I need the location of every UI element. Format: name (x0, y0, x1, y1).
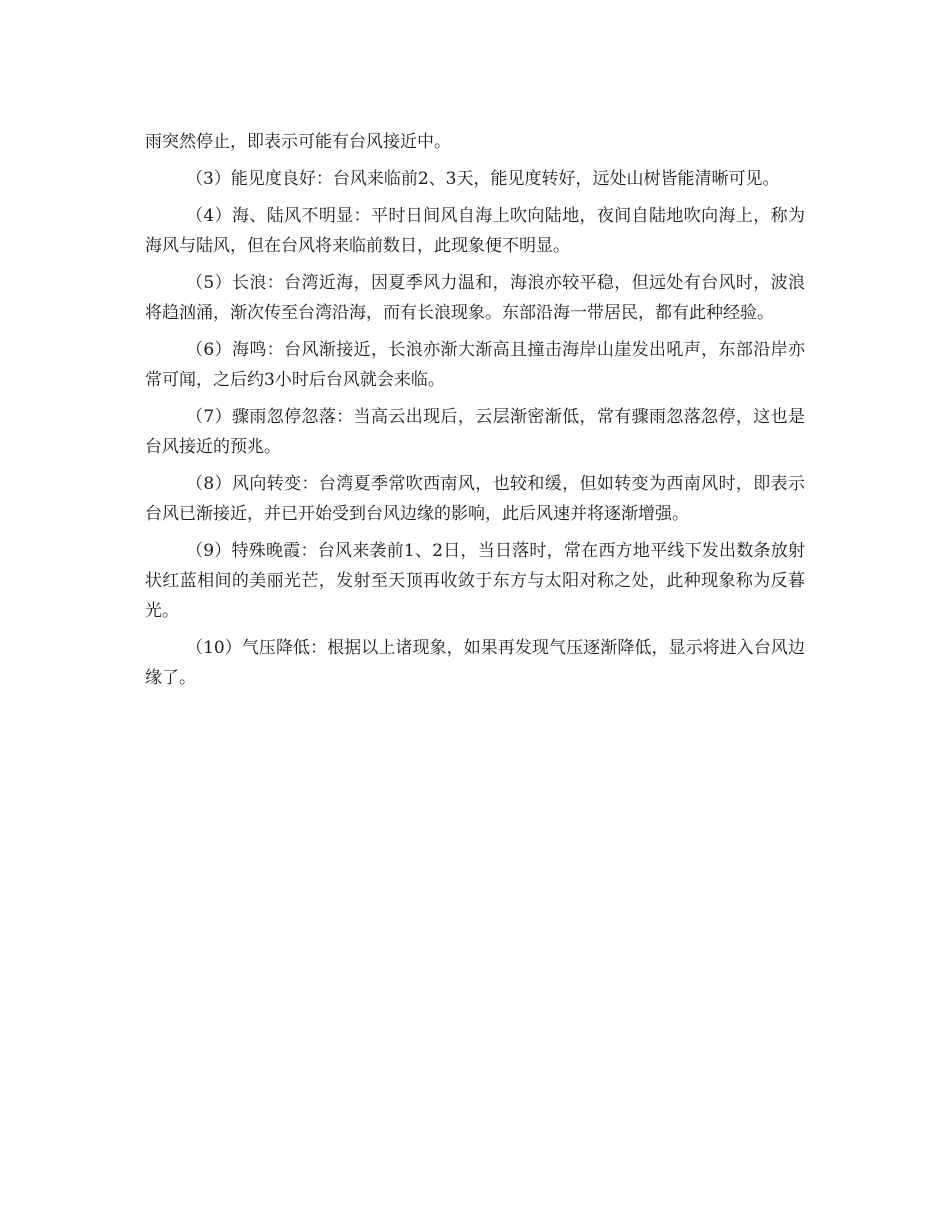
paragraph-item-3: （3）能见度良好：台风来临前2、3天，能见度转好，远处山树皆能清晰可见。 (186, 169, 780, 189)
paragraph-continuation: 雨突然停止，即表示可能有台风接近中。 (145, 132, 451, 152)
paragraph-item-9: （9）特殊晚霞：台风来袭前1、2日，当日落时，常在西方地平线下发出数条放射状红蓝相间的美丽光芒，发射至天顶再收敛于东方与太阳对称之处，此种现象称为反暮光。 (145, 541, 805, 621)
paragraph-item-6: （6）海鸣：台风渐接近，长浪亦渐大渐高且撞击海岸山崖发出吼声，东部沿岸亦常可闻，之后约3小时后台风就会来临。 (145, 340, 805, 390)
paragraph-item-5: （5）长浪：台湾近海，因夏季风力温和，海浪亦较平稳，但远处有台风时，波浪将趋汹涌，渐次传至台湾沿海，而有长浪现象。东部沿海一带居民，都有此种经验。 (145, 273, 805, 323)
paragraph-item-4: （4）海、陆风不明显：平时日间风自海上吹向陆地，夜间自陆地吹向海上，称为海风与陆风，但在台风将来临前数日，此现象便不明显。 (145, 206, 805, 256)
paragraph-item-8: （8）风向转变：台湾夏季常吹西南风，也较和缓，但如转变为西南风时，即表示台风已渐接近，并已开始受到台风边缘的影响，此后风速并将逐渐增强。 (145, 474, 805, 524)
document-body (145, 127, 805, 700)
paragraph-item-7: （7）骤雨忽停忽落：当高云出现后，云层渐密渐低，常有骤雨忽落忽停，这也是台风接近的预兆。 (145, 407, 805, 457)
paragraph-item-10: （10）气压降低：根据以上诸现象，如果再发现气压逐渐降低，显示将进入台风边缘了。 (145, 638, 805, 688)
